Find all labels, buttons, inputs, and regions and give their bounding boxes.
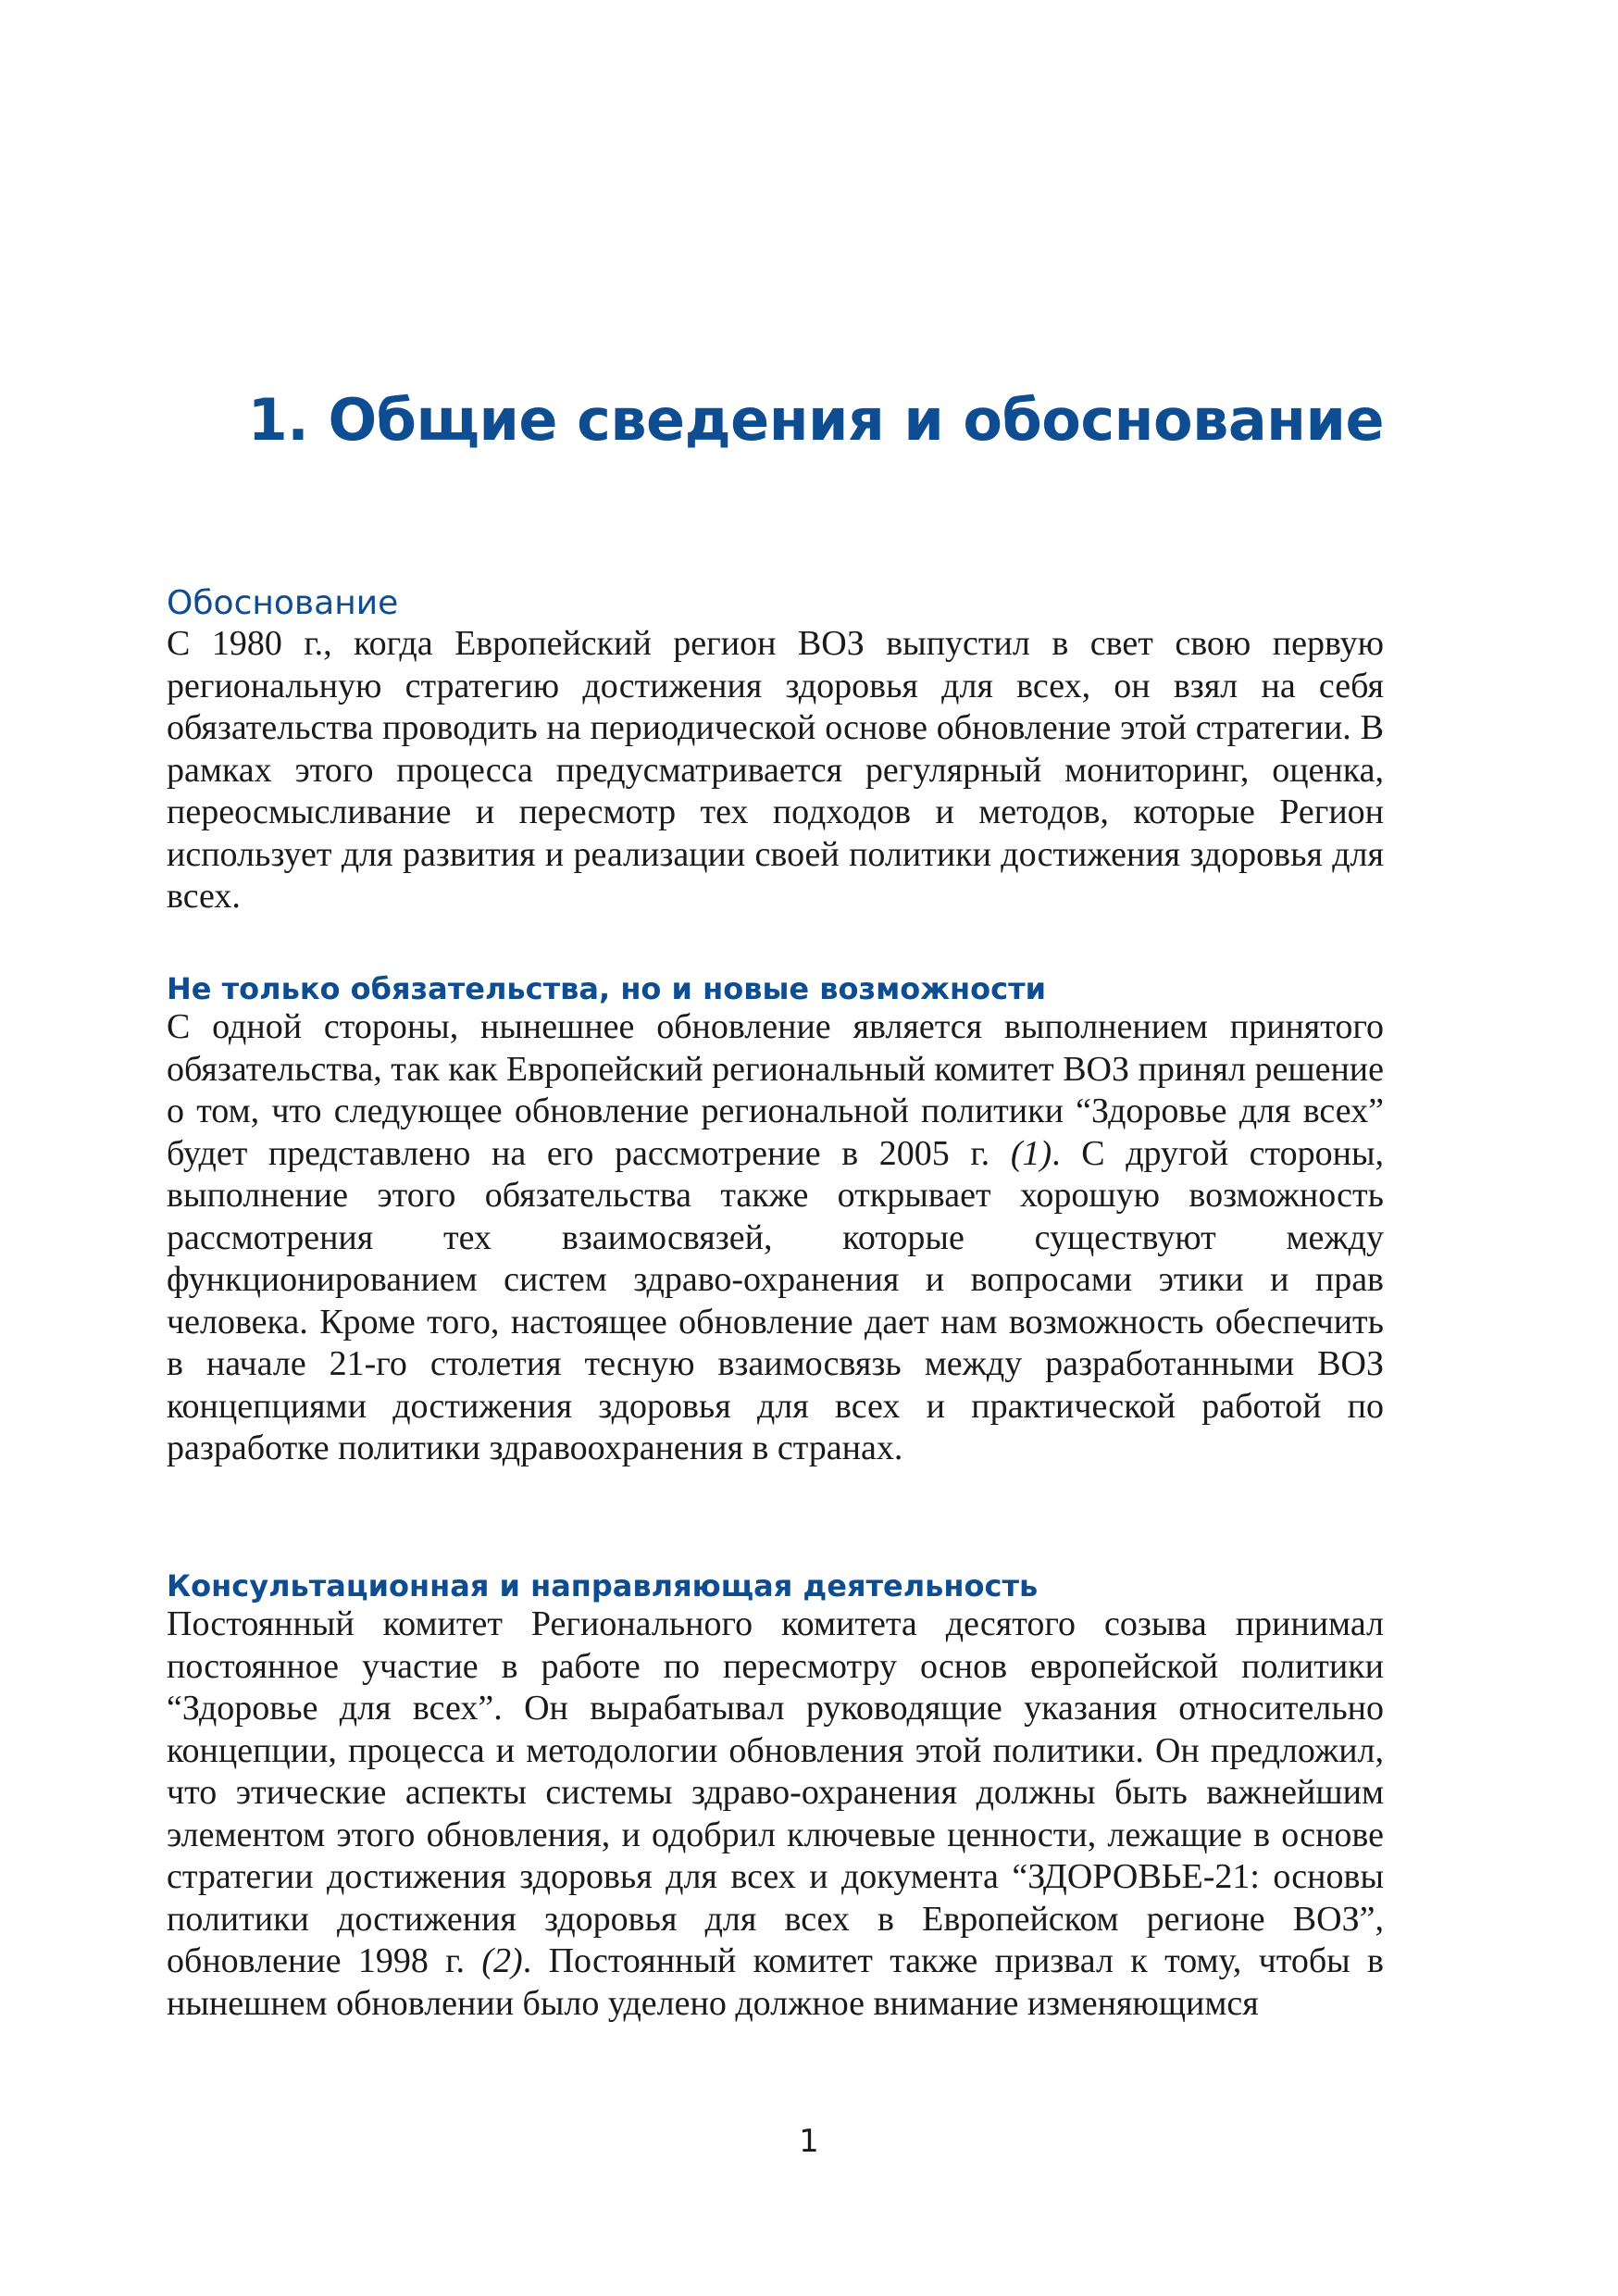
- paragraph-text: Постоянный комитет Регионального комитета десятого созыва принимал постоянное участие в работе по пересмотру основ европейской политики “Здоровье для всех”. Он вырабатывал руководящие указания относительно концепции, процесса и методологии обновления этой политики. Он предложил, что этические аспекты системы здраво-охранения должны быть важнейшим элементом этого обновления, и одобрил ключевые ценности, лежащие в основе стратегии достижения здоровья для всех и документа “ЗДОРОВЬЕ-21: основы политики достижения здоровья для всех в Европейском регионе ВОЗ”, обновление 1998 г.: [167, 1604, 1384, 1981]
- section-heading: Обоснование: [167, 584, 399, 622]
- section-heading: Не только обязательства, но и новые возможности: [167, 971, 1047, 1006]
- chapter-title: 1. Общие сведения и обоснование: [247, 386, 1384, 454]
- section-rationale: [167, 583, 1384, 918]
- section-new-opportunities: [167, 971, 1384, 1470]
- paragraph-text: . Постоянный комитет также призвал к тому, чтобы в нынешнем обновлении было уделено должное внимание изменяющимся: [167, 1941, 1384, 2023]
- section-paragraph: [167, 1603, 1384, 2025]
- section-paragraph: [167, 1006, 1384, 1470]
- citation-reference: (1): [1010, 1133, 1052, 1173]
- paragraph-text: С 1980 г., когда Европейский регион ВОЗ выпустил в свет свою первую региональную стратегию достижения здоровья для всех, он взял на себя обязательства проводить на периодической основе обновление этой стратегии. В рамках этого процесса предусматривается регулярный мониторинг, оценка, переосмысливание и пересмотр тех подходов и методов, которые Регион использует для развития и реализации своей политики достижения здоровья для всех.: [167, 624, 1384, 917]
- paragraph-text: С одной стороны, нынешнее обновление является выполнением принятого обязательства, так как Европейский региональный комитет ВОЗ принял решение о том, что следующее обновление региональной политики “Здоровье для всех” будет представлено на его рассмотрение в 2005 г.: [167, 1007, 1385, 1173]
- paragraph-text: . С другой стороны, выполнение этого обязательства также открывает хорошую возможность рассмотрения тех взаимосвязей, которые существуют между функционированием систем здраво-охранения и вопросами этики и прав человека. Кроме того, настоящее обновление дает нам возможность обеспечить в начале 21-го столетия тесную взаимосвязь между разработанными ВОЗ концепциями достижения здоровья для всех и практической работой по разработке политики здравоохранения в странах.: [167, 1133, 1384, 1468]
- section-paragraph: [167, 623, 1384, 918]
- section-heading: Консультационная и направляющая деятельность: [167, 1568, 1039, 1603]
- page-number: 1: [799, 2123, 819, 2160]
- section-consultation: [167, 1568, 1384, 2025]
- citation-reference: (2): [481, 1941, 523, 1981]
